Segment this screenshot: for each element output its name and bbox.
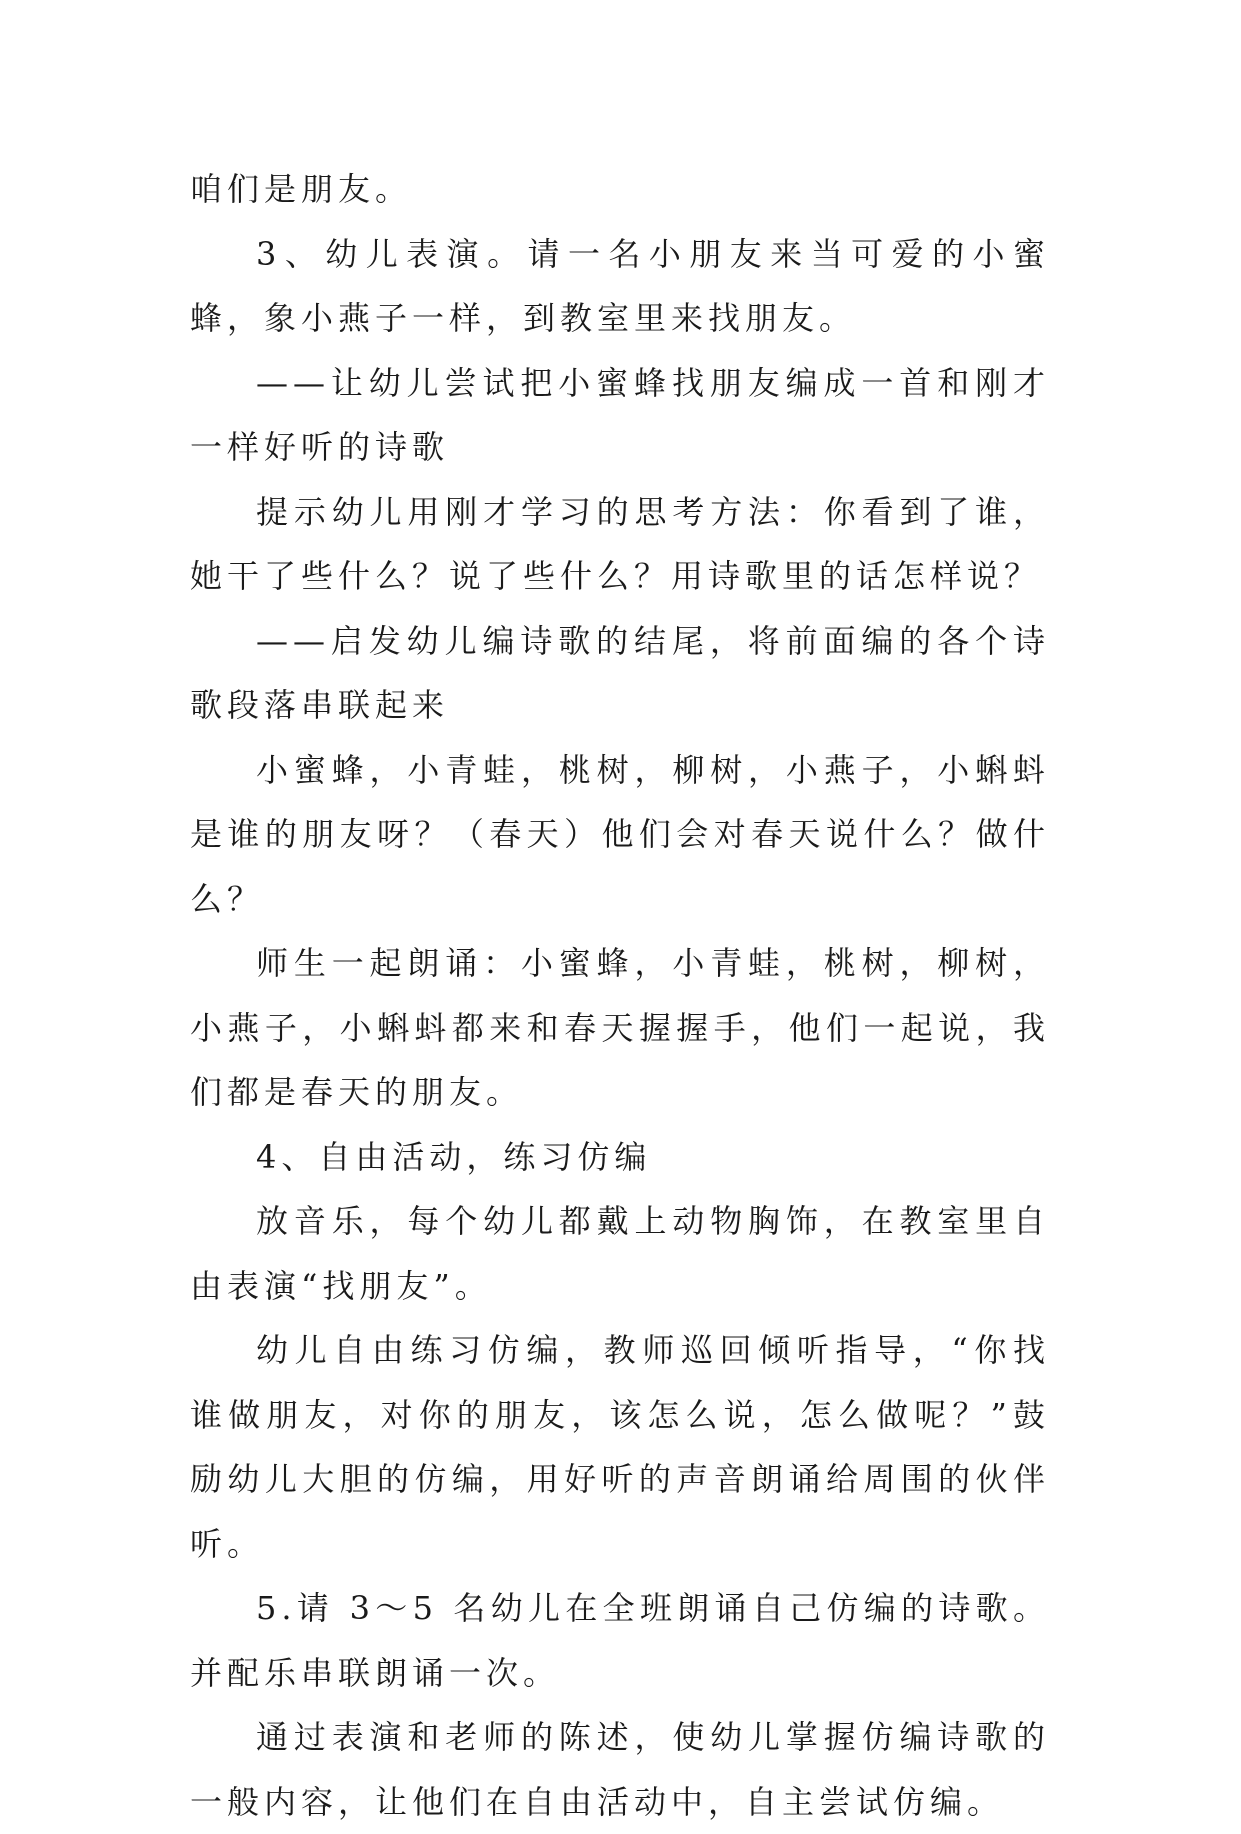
paragraph-8: 4、自由活动，练习仿编 [256,1137,652,1176]
paragraph-9: 放音乐，每个幼儿都戴上动物胸饰，在教室里自由表演“找朋友”。 [190,1202,1050,1305]
paragraph-3: ——让幼儿尝试把小蜜蜂找朋友编成一首和刚才一样好听的诗歌 [190,363,1050,466]
paragraph-11: 5.请 3～5 名幼儿在全班朗诵自己仿编的诗歌。并配乐串联朗诵一次。 [190,1589,1050,1692]
body-text [190,157,1050,1834]
paragraph-4: 提示幼儿用刚才学习的思考方法：你看到了谁，她干了些什么？说了些什么？用诗歌里的话怎样说？ [190,492,1050,595]
paragraph-6: 小蜜蜂，小青蛙，桃树，柳树，小燕子，小蝌蚪是谁的朋友呀？（春天）他们会对春天说什么？做什么？ [190,750,1050,918]
paragraph-12: 通过表演和老师的陈述，使幼儿掌握仿编诗歌的一般内容，让他们在自由活动中，自主尝试仿编。 [190,1718,1050,1821]
paragraph-1: 咱们是朋友。 [190,170,413,208]
paragraph-2: 3、幼儿表演。请一名小朋友来当可爱的小蜜蜂，象小燕子一样，到教室里来找朋友。 [190,234,1050,337]
paragraph-5: ——启发幼儿编诗歌的结尾，将前面编的各个诗歌段落串联起来 [190,621,1050,724]
paragraph-7: 师生一起朗诵：小蜜蜂，小青蛙，桃树，柳树，小燕子，小蝌蚪都来和春天握握手，他们一起说，我们都是春天的朋友。 [190,944,1050,1111]
paragraph-10: 幼儿自由练习仿编，教师巡回倾听指导，“你找谁做朋友，对你的朋友，该怎么说，怎么做呢？”鼓励幼儿大胆的仿编，用好听的声音朗诵给周围的伙伴听。 [190,1331,1050,1563]
